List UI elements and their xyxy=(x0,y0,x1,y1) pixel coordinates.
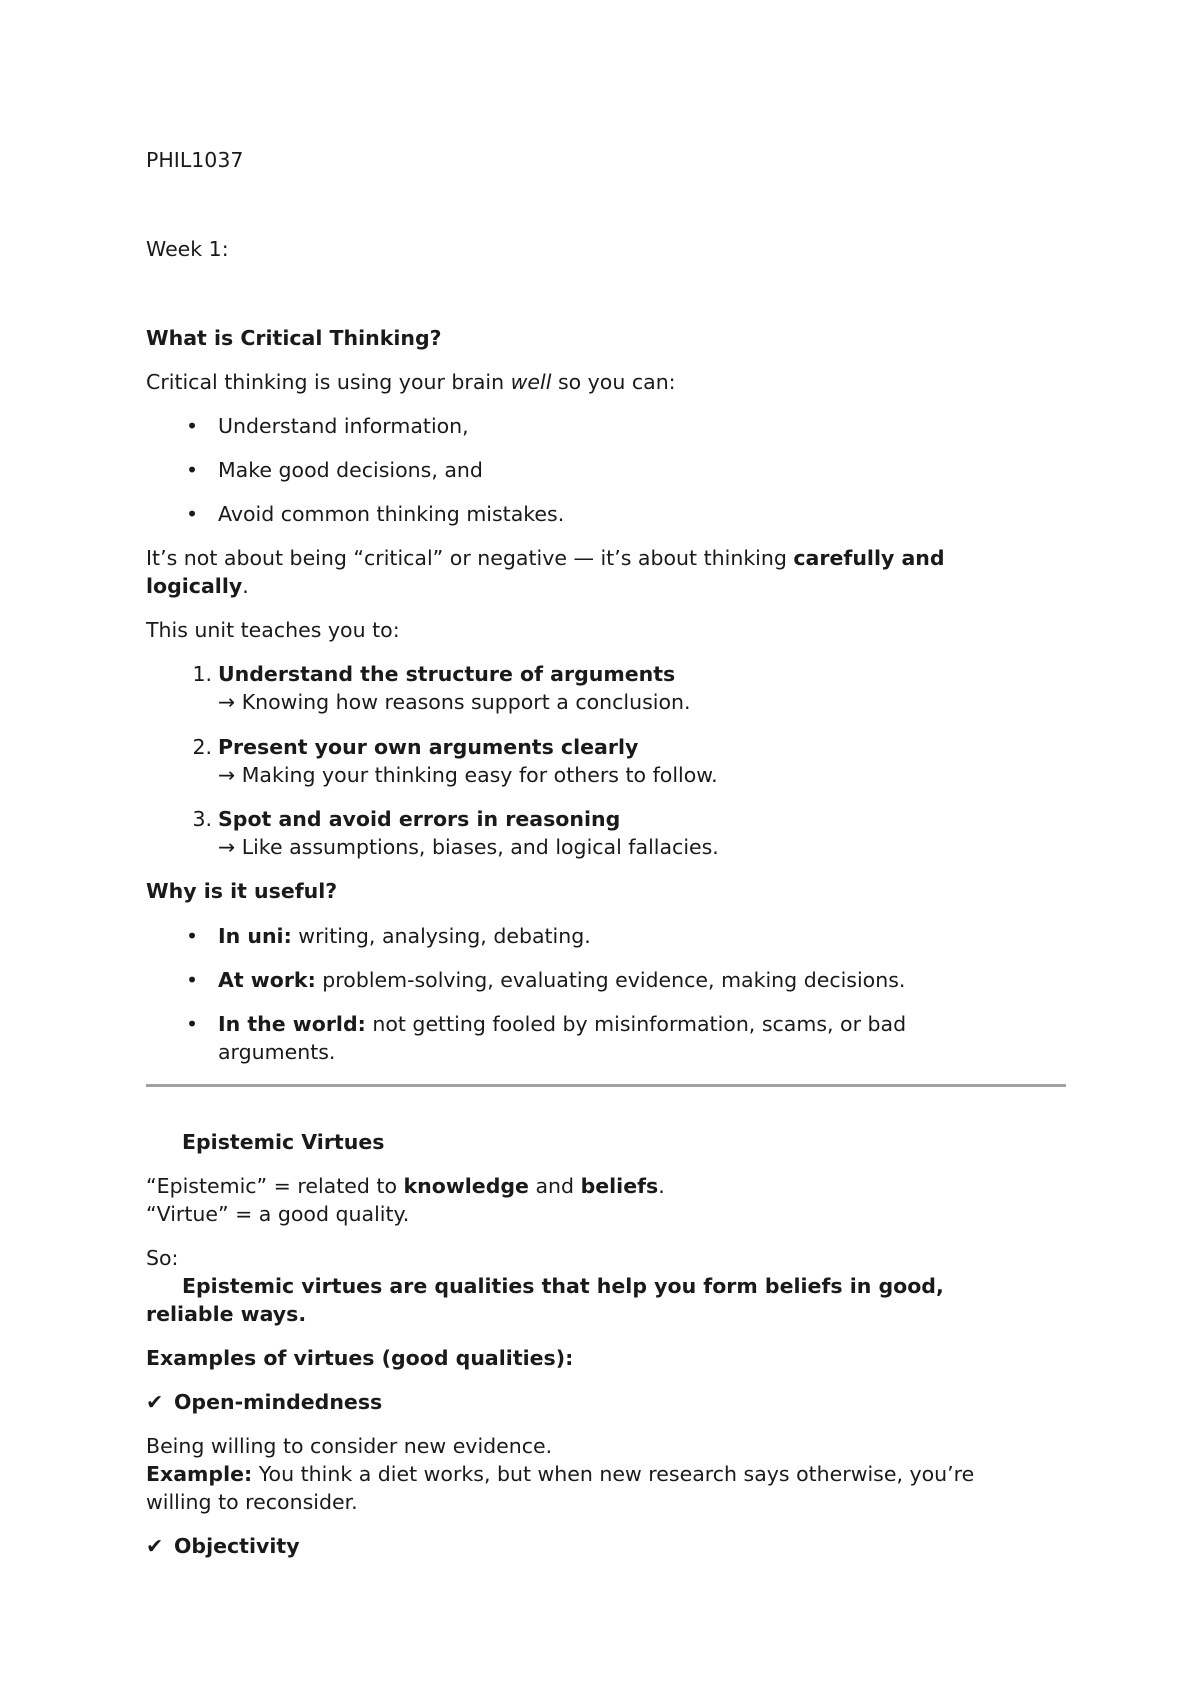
bullet-icon: • xyxy=(185,414,199,438)
bullet-icon: • xyxy=(185,1012,199,1036)
not-about-paragraph-line2: logically. xyxy=(146,574,249,598)
section-heading-why-useful: Why is it useful? xyxy=(146,879,338,903)
week-label: Week 1: xyxy=(146,237,229,261)
definition-epistemic: “Epistemic” = related to knowledge and beliefs. xyxy=(146,1174,665,1198)
course-code: PHIL1037 xyxy=(146,148,244,172)
virtue-open-mindedness-example-line2: willing to reconsider. xyxy=(146,1490,358,1514)
bullet-icon: • xyxy=(185,502,199,526)
teaches-paragraph: This unit teaches you to: xyxy=(146,618,400,642)
not-about-paragraph-line1: It’s not about being “critical” or negative — it’s about thinking carefully and xyxy=(146,546,945,570)
summary-line1: Epistemic virtues are qualities that help you form beliefs in good, xyxy=(182,1274,944,1298)
virtue-open-mindedness-heading: ✔ Open-mindedness xyxy=(146,1390,383,1414)
bullet-icon: • xyxy=(185,458,199,482)
checkmark-icon: ✔ xyxy=(146,1534,164,1558)
item-number: 2. xyxy=(192,735,212,759)
item-number: 1. xyxy=(192,662,212,686)
bullet-icon: • xyxy=(185,924,199,948)
item-number: 3. xyxy=(192,807,212,831)
so-label: So: xyxy=(146,1246,179,1270)
intro-paragraph: Critical thinking is using your brain well so you can: xyxy=(146,370,676,394)
virtue-objectivity-heading: ✔ Objectivity xyxy=(146,1534,300,1558)
definition-virtue: “Virtue” = a good quality. xyxy=(146,1202,410,1226)
virtue-open-mindedness-desc: Being willing to consider new evidence. xyxy=(146,1434,553,1458)
summary-line2: reliable ways. xyxy=(146,1302,307,1326)
horizontal-divider xyxy=(146,1084,1066,1087)
section-heading-epistemic-virtues: Epistemic Virtues xyxy=(182,1130,385,1154)
examples-heading: Examples of virtues (good qualities): xyxy=(146,1346,574,1370)
bullet-icon: • xyxy=(185,968,199,992)
checkmark-icon: ✔ xyxy=(146,1390,164,1414)
virtue-open-mindedness-example-line1: Example: You think a diet works, but when new research says otherwise, you’re xyxy=(146,1462,975,1486)
section-heading-critical-thinking: What is Critical Thinking? xyxy=(146,326,442,350)
